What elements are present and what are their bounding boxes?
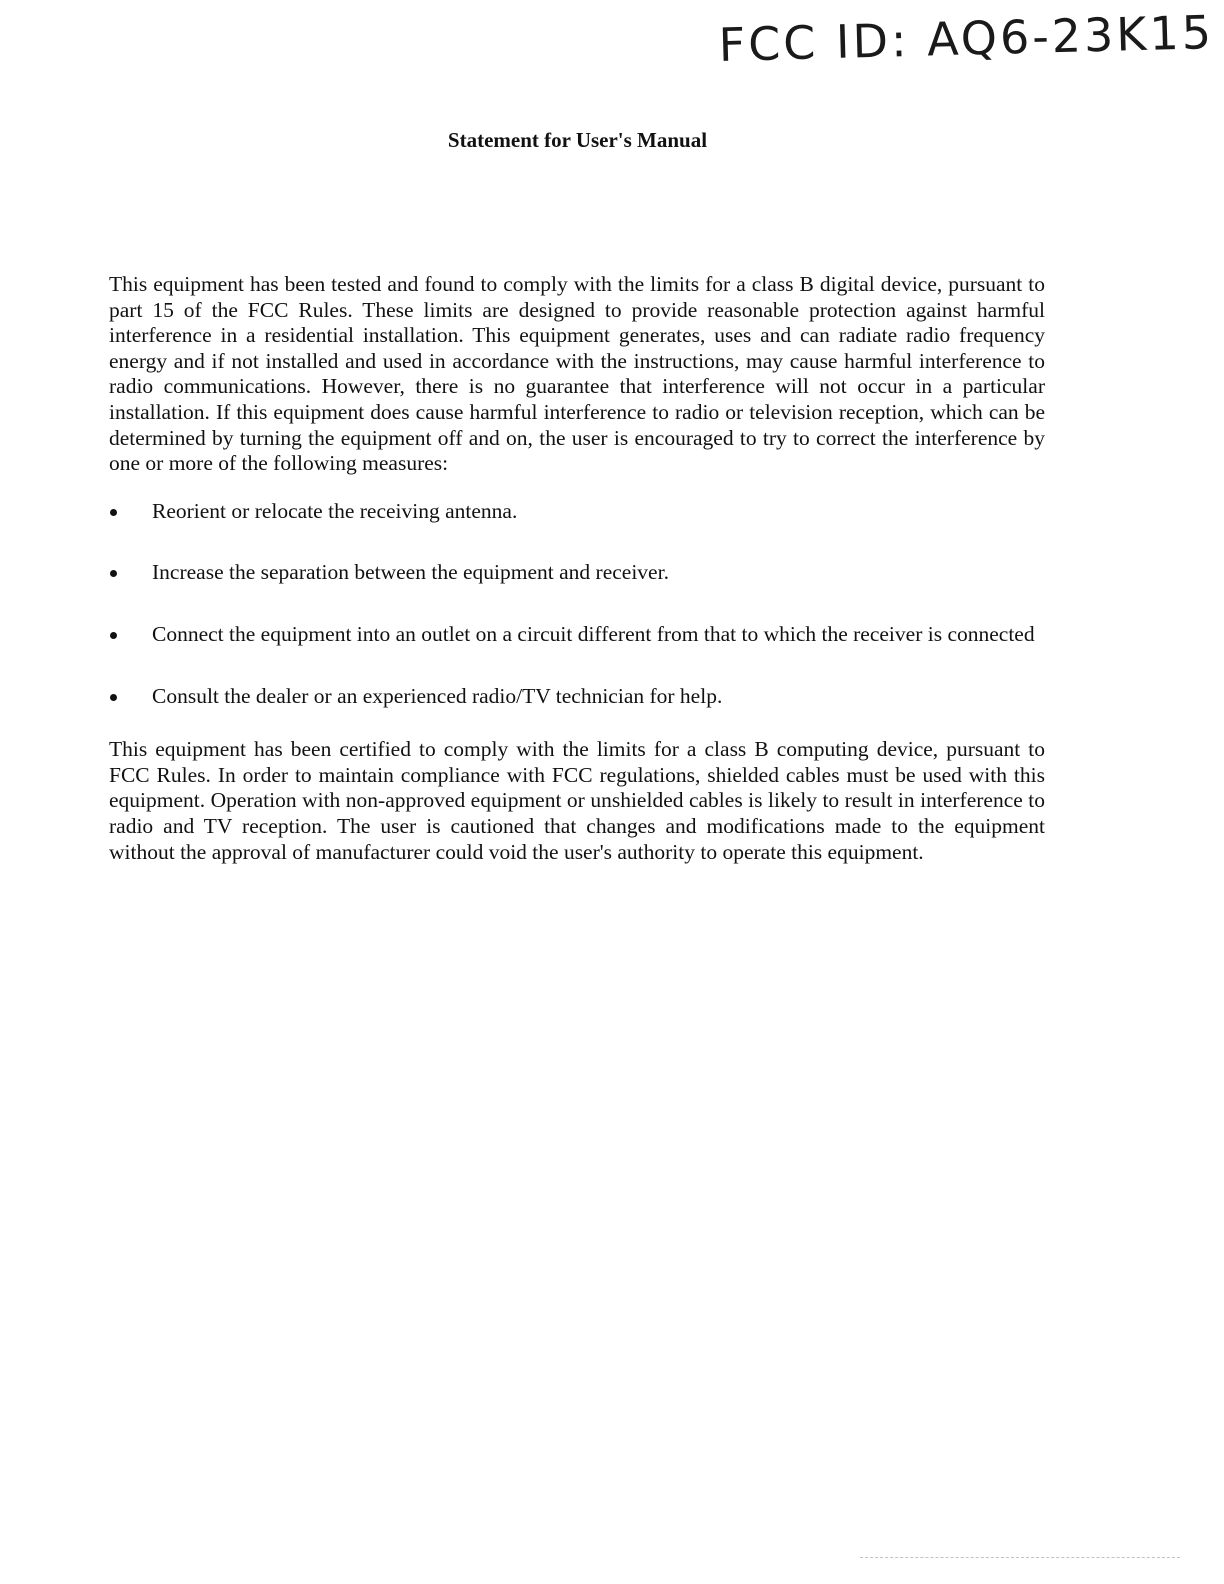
scan-artifact [860, 1553, 1180, 1558]
bullet-icon [110, 509, 117, 516]
list-item-text: Consult the dealer or an experienced radio/TV technician for help. [152, 683, 723, 708]
list-item [109, 684, 1045, 710]
bullet-icon [110, 570, 117, 577]
page-title: Statement for User's Manual [447, 128, 708, 152]
list-item [109, 560, 1045, 586]
paragraph-certification: This equipment has been certified to comply with the limits for a class B computing device, pursuant to FCC Rules. In order to maintain compliance with FCC regulations, shielded cables must be used with this equipment. Operation with non-approved equipment or unshielded cables is likely to result in interference to radio and TV reception. The user is cautioned that changes and modifications made to the equipment without the approval of manufacturer could void the user's authority to operate this equipment. [109, 737, 1045, 864]
list-item [109, 499, 1045, 525]
bullet-icon [110, 632, 117, 639]
list-item-text: Connect the equipment into an outlet on a circuit different from that to which the receiver is connected [152, 621, 1035, 646]
handwritten-fcc-id: FCC ID: AQ6-23K15 [718, 5, 1215, 72]
paragraph-compliance: This equipment has been tested and found to comply with the limits for a class B digital device, pursuant to part 15 of the FCC Rules. These limits are designed to provide reasonable protection against harmful interference in a residential installation. This equipment generates, uses and can radiate radio frequency energy and if not installed and used in accordance with the instructions, may cause harmful interference to radio communications. However, there is no guarantee that interference will not occur in a particular installation. If this equipment does cause harmful interference to radio or television reception, which can be determined by turning the equipment off and on, the user is encouraged to try to correct the interference by one or more of the following measures: [109, 272, 1045, 476]
measures-list [109, 499, 1045, 709]
list-item [109, 622, 1045, 648]
bullet-icon [110, 694, 117, 701]
list-item-text: Reorient or relocate the receiving antenna. [152, 498, 518, 523]
document-body [109, 272, 1045, 865]
list-item-text: Increase the separation between the equipment and receiver. [152, 560, 669, 585]
